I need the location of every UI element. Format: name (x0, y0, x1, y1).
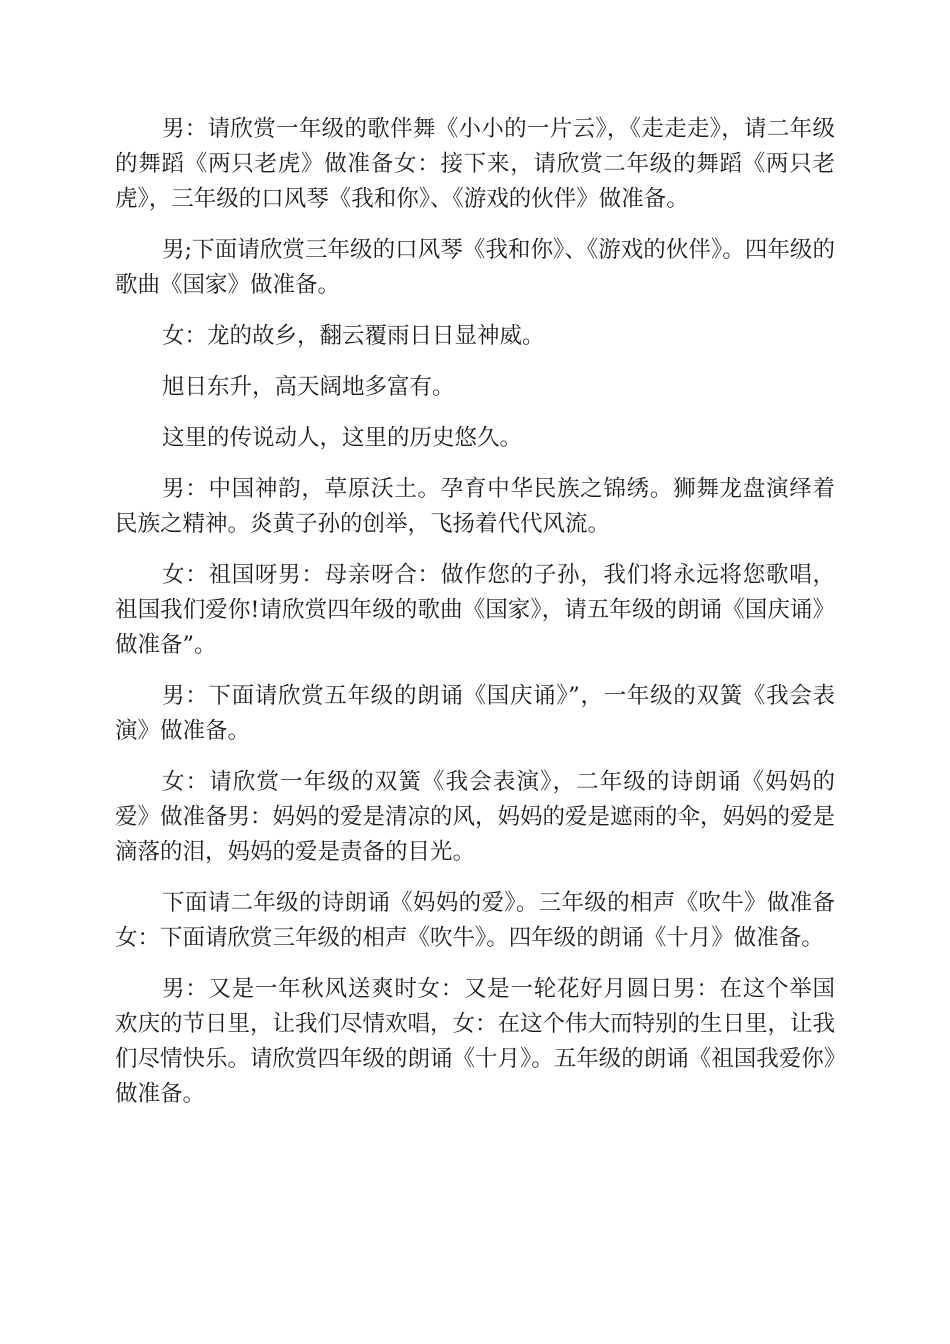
paragraph-5: 这里的传说动人，这里的历史悠久。 (162, 425, 523, 451)
paragraph-7: 女：祖国呀男：母亲呀合：做作您的子孙，我们将永远将您歌唱，祖国我们爱你!请欣赏四年级的歌曲《国家》，请五年级的朗诵《国庆诵》做准备”。 (115, 562, 835, 658)
paragraph-1: 男：请欣赏一年级的歌伴舞《小小的一片云》，《走走走》，请二年级的舞蹈《两只老虎》做准备女：接下来，请欣赏二年级的舞蹈《两只老虎》，三年级的口风琴《我和你》、《游戏的伙伴》做准备。 (115, 116, 835, 212)
document-body (115, 112, 835, 1128)
paragraph-8: 男：下面请欣赏五年级的朗诵《国庆诵》”，一年级的双簧《我会表演》做准备。 (115, 683, 835, 744)
paragraph-6: 男：中国神韵，草原沃土。孕育中华民族之锦绣。狮舞龙盘演绎着民族之精神。炎黄子孙的创举，飞扬着代代风流。 (115, 476, 835, 537)
paragraph-11: 男：又是一年秋风送爽时女：又是一轮花好月圆日男：在这个举国欢庆的节日里，让我们尽情欢唱，女：在这个伟大而特别的生日里，让我们尽情快乐。请欣赏四年级的朗诵《十月》。五年级的朗诵《祖国我爱你》做准备。 (115, 976, 836, 1107)
paragraph-9: 女：请欣赏一年级的双簧《我会表演》，二年级的诗朗诵《妈妈的爱》做准备男：妈妈的爱是清凉的风，妈妈的爱是遮雨的伞，妈妈的爱是滴落的泪，妈妈的爱是责备的目光。 (115, 769, 836, 865)
paragraph-10: 下面请二年级的诗朗诵《妈妈的爱》。三年级的相声《吹牛》做准备女：下面请欣赏三年级的相声《吹牛》。四年级的朗诵《十月》做准备。 (115, 890, 835, 951)
paragraph-4: 旭日东升，高天阔地多富有。 (162, 374, 455, 400)
paragraph-2: 男;下面请欣赏三年级的口风琴《我和你》、《游戏的伙伴》。四年级的歌曲《国家》做准备。 (115, 237, 835, 298)
paragraph-3: 女：龙的故乡，翻云覆雨日日显神威。 (162, 323, 545, 349)
